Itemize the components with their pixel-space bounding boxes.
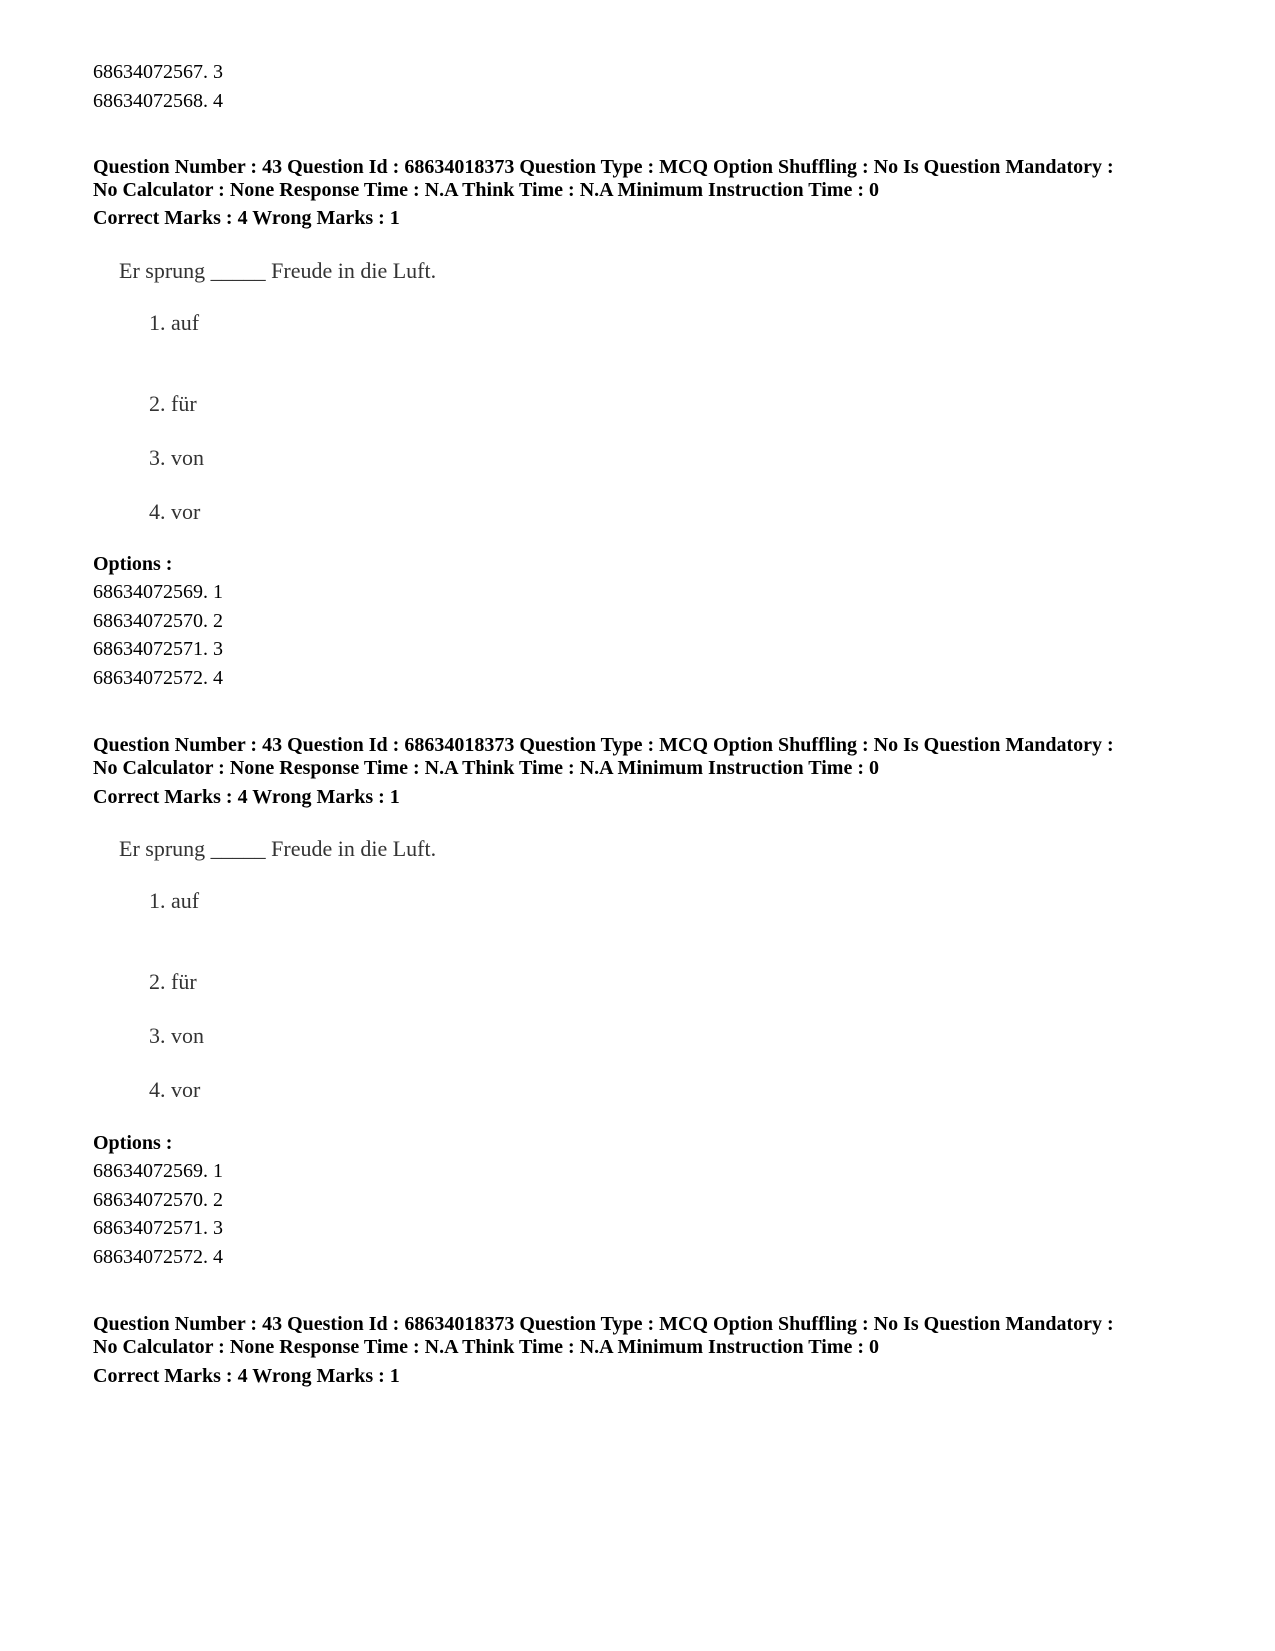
question-header-line-1: Question Number : 43 Question Id : 68634018373 Question Type : MCQ Option Shuffling : No Is Question Mandatory : xyxy=(93,1313,1114,1335)
option-line: 68634072572. 4 xyxy=(93,667,223,689)
question-choice: 1. auf xyxy=(149,888,200,913)
option-line: 68634072567. 3 xyxy=(93,61,223,83)
question-choice: 3. von xyxy=(149,1023,204,1048)
question-header-line-2: No Calculator : None Response Time : N.A Think Time : N.A Minimum Instruction Time : 0 xyxy=(93,179,879,201)
question-header-line-2: No Calculator : None Response Time : N.A Think Time : N.A Minimum Instruction Time : 0 xyxy=(93,757,879,779)
option-line: 68634072570. 2 xyxy=(93,610,223,632)
question-header-line-2: No Calculator : None Response Time : N.A Think Time : N.A Minimum Instruction Time : 0 xyxy=(93,1336,879,1358)
option-line: 68634072571. 3 xyxy=(93,1217,223,1239)
options-label: Options : xyxy=(93,553,173,575)
question-choice: 4. vor xyxy=(149,1077,201,1102)
question-marks: Correct Marks : 4 Wrong Marks : 1 xyxy=(93,1365,400,1387)
question-choice: 1. auf xyxy=(149,310,200,335)
question-text: Er sprung _____ Freude in die Luft. xyxy=(119,258,437,283)
question-choice: 3. von xyxy=(149,445,204,470)
question-marks: Correct Marks : 4 Wrong Marks : 1 xyxy=(93,786,400,808)
question-text: Er sprung _____ Freude in die Luft. xyxy=(119,836,437,861)
question-choice: 2. für xyxy=(149,391,197,416)
option-line: 68634072569. 1 xyxy=(93,1160,223,1182)
question-header-line-1: Question Number : 43 Question Id : 68634018373 Question Type : MCQ Option Shuffling : No Is Question Mandatory : xyxy=(93,156,1114,178)
option-line: 68634072569. 1 xyxy=(93,581,223,603)
options-label: Options : xyxy=(93,1132,173,1154)
question-marks: Correct Marks : 4 Wrong Marks : 1 xyxy=(93,207,400,229)
question-choice: 4. vor xyxy=(149,499,201,524)
option-line: 68634072572. 4 xyxy=(93,1246,223,1268)
option-line: 68634072571. 3 xyxy=(93,638,223,660)
option-line: 68634072568. 4 xyxy=(93,90,223,112)
question-choice: 2. für xyxy=(149,969,197,994)
option-line: 68634072570. 2 xyxy=(93,1189,223,1211)
question-header-line-1: Question Number : 43 Question Id : 68634018373 Question Type : MCQ Option Shuffling : No Is Question Mandatory : xyxy=(93,734,1114,756)
